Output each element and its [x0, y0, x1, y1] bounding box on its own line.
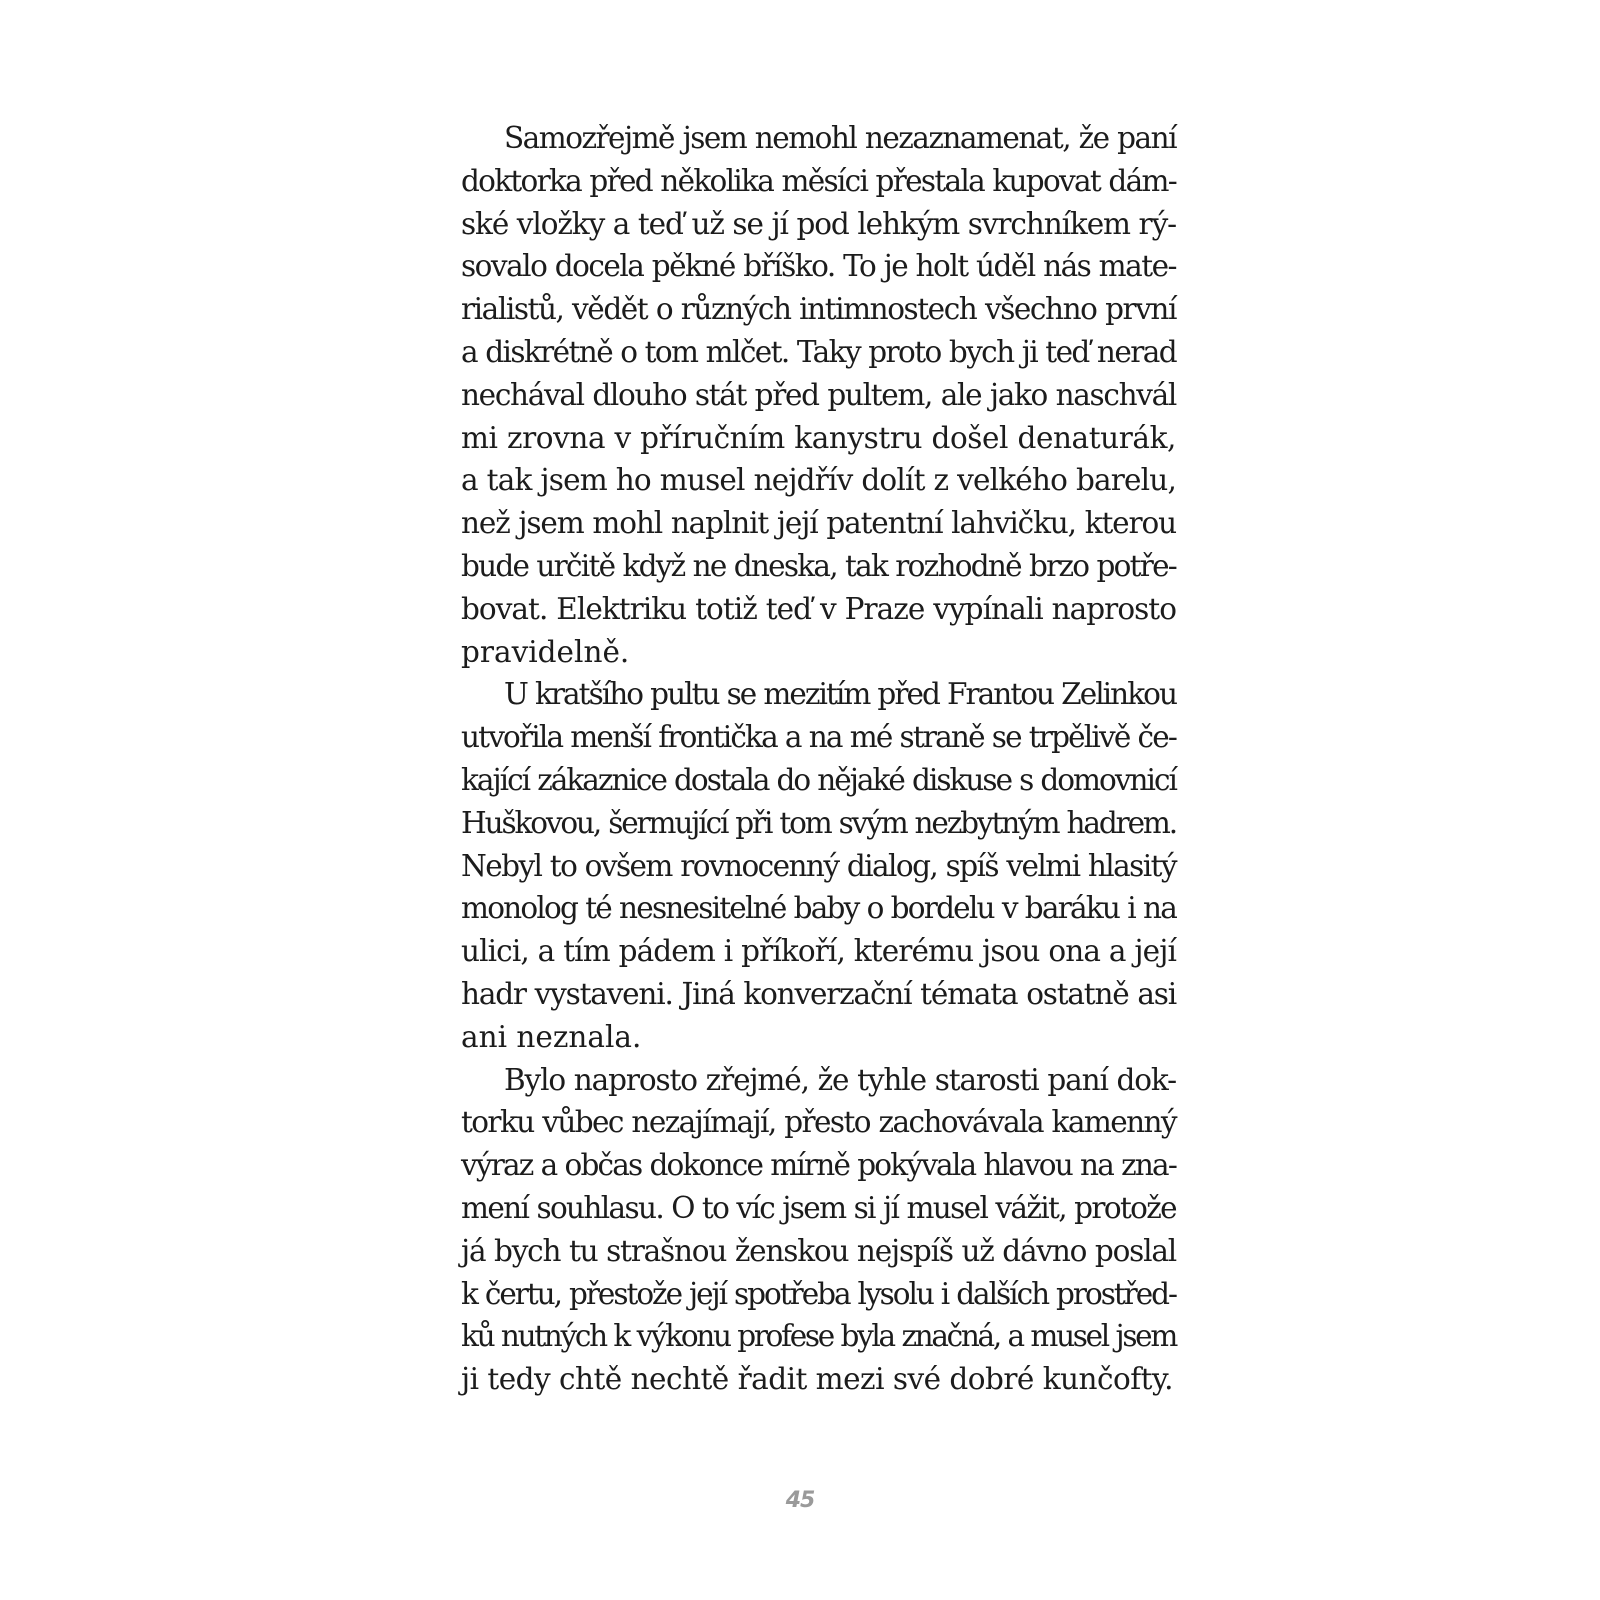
- text-line: já bych tu strašnou ženskou nejspíš už dávno poslal: [461, 1233, 1176, 1268]
- text-line: Nebyl to ovšem rovnocenný dialog, spíš velmi hlasitý: [461, 848, 1176, 883]
- text-line: ské vložky a teď už se jí pod lehkým svrchníkem rý-: [461, 206, 1176, 241]
- text-line: ulici, a tím pádem i příkoří, kterému jsou ona a její: [461, 934, 1176, 969]
- text-line: ji tedy chtě nechtě řadit mezi své dobré kunčofty.: [461, 1362, 1174, 1397]
- text-line: rialistů, vědět o různých intimnostech všechno první: [461, 292, 1176, 327]
- text-line: utvořila menší frontička a na mé straně se trpělivě če-: [461, 720, 1176, 755]
- paragraph-3: [461, 1059, 1176, 1401]
- text-line: sovalo docela pěkné bříško. To je holt úděl nás mate-: [461, 249, 1176, 284]
- text-line: Bylo naprosto zřejmé, že tyhle starosti paní dok-: [504, 1062, 1176, 1097]
- page-number: 45: [785, 1488, 815, 1513]
- text-line: a diskrétně o tom mlčet. Taky proto bych ji teď nerad: [461, 334, 1176, 369]
- paragraph-1: [461, 117, 1176, 673]
- text-line: hadr vystaveni. Jiná konverzační témata ostatně asi: [461, 976, 1176, 1011]
- text-line: ků nutných k výkonu profese byla značná, a musel jsem: [461, 1319, 1176, 1354]
- text-line: výraz a občas dokonce mírně pokývala hlavou na zna-: [461, 1148, 1176, 1183]
- text-line: U kratšího pultu se mezitím před Frantou Zelinkou: [504, 677, 1176, 712]
- text-line: doktorka před několika měsíci přestala kupovat dám-: [461, 163, 1176, 198]
- text-line: bovat. Elektriku totiž teď v Praze vypínali naprosto: [461, 591, 1176, 626]
- text-line: monolog té nesnesitelné baby o bordelu v baráku i na: [461, 891, 1176, 926]
- text-line: mení souhlasu. O to víc jsem si jí musel vážit, protože: [461, 1190, 1176, 1225]
- text-line: nechával dlouho stát před pultem, ale jako naschvál: [461, 377, 1176, 412]
- text-line: k čertu, přestože její spotřeba lysolu i dalších prostřed-: [461, 1276, 1176, 1311]
- body-text: [461, 117, 1176, 1401]
- text-line: ani neznala.: [461, 1019, 642, 1054]
- paragraph-2: [461, 673, 1176, 1058]
- text-line: mi zrovna v příručním kanystru došel denaturák,: [461, 420, 1176, 455]
- text-line: než jsem mohl naplnit její patentní lahvičku, kterou: [461, 506, 1176, 541]
- text-line: bude určitě když ne dneska, tak rozhodně brzo potře-: [461, 548, 1176, 583]
- text-line: Huškovou, šermující při tom svým nezbytným hadrem.: [461, 805, 1176, 840]
- text-line: kající zákaznice dostala do nějaké diskuse s domovnicí: [461, 762, 1176, 797]
- text-line: torku vůbec nezajímají, přesto zachovávala kamenný: [461, 1105, 1176, 1140]
- text-line: pravidelně.: [461, 634, 630, 669]
- text-line: a tak jsem ho musel nejdřív dolít z velkého barelu,: [461, 463, 1176, 498]
- text-line: Samozřejmě jsem nemohl nezaznamenat, že paní: [504, 121, 1176, 155]
